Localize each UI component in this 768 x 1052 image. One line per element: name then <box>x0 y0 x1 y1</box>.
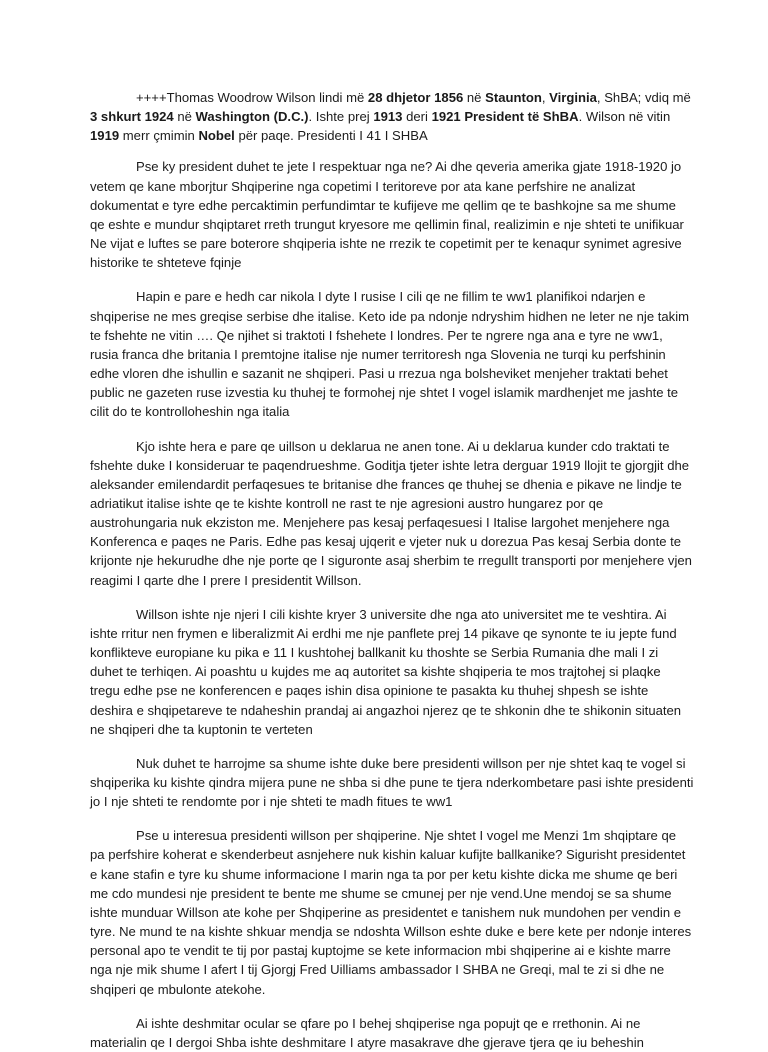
term-end-title: 1921 President të ShBA <box>431 109 579 125</box>
birth-city: Staunton <box>485 90 542 105</box>
intro-text: . Wilson në vitin <box>578 109 671 125</box>
birth-date: 28 dhjetor 1856 <box>367 90 464 105</box>
intro-text: merr çmimin <box>119 128 199 144</box>
death-place: Washington (D.C.) <box>195 109 309 125</box>
body-paragraph: Willson ishte nje njeri I cili kishte kryer 3 universite dhe nga ato universitet me te veshtira. Ai ishte rritur nen frymen e liberalizmit Ai erdhi me nje panflete prej 14 pikave qe synonte te iu jepte fund konflikteve europiane ku pika e 11 I kushtohej ballkanit ku thoshte se Serbia Rumania dhe mali I zi duhet te terhiqen. Ai poashtu u kujdes me aq autoritet sa kishte shqiperia te mos trajtohej si plaqke tregu edhe pse ne konferencen e paqes ishin disa opinione te pasakta ku thuhej shpesh se ishte deshira e shqipetareve te ndaheshin prandaj ai angazhoi njerez qe te shkonin dhe te shikonin situaten ne shqiperi dhe ta kuptonin te verteten <box>90 606 682 737</box>
intro-text: . Ishte prej <box>308 109 374 125</box>
body-paragraph: Ai ishte deshmitar ocular se qfare po I behej shqiperise nga popujt qe e rrethonin. Ai ne materialin qe I dergoi Shba ishte deshmitare I atyre masakrave dhe gjerave tjera qe iu beheshin <box>90 1015 644 1050</box>
body-paragraph: Nuk duhet te harrojme sa shume ishte duke bere presidenti willson per nje shtet kaq te vogel si shqiperika ku kishte qindra mijera pune ne shba si dhe pune te tjera nderkombetare pasi ishte presidenti jo I nje shteti te rendomte por i nje shteti te madh fitues te ww1 <box>90 755 694 810</box>
intro-text: në <box>173 109 196 125</box>
nobel-prize: Nobel <box>198 128 235 144</box>
intro-text: deri <box>402 109 432 125</box>
body-paragraph: Hapin e pare e hedh car nikola I dyte I rusise I cili qe ne fillim te ww1 planifikoi ndarjen e shqiperise ne mes greqise serbise dhe italise. Keto ide pa ndonje ndryshim hidhen ne leter ne nje takim te fshehte ne vitin …. Qe njihet si traktoti I fshehete I londres. Per te ngrere nga ana e tyre ne ww1, rusia franca dhe britania I premtojne italise nje numer territoresh nga Slovenia ne turqi ku perfshinin edhe vloren dhe ishullin e sazanit ne shqiperi. Pasi u rrezua nga bolsheviket menjeher traktati behet public ne gazeten ruse izvestia ku thuhej te formohej nje shtet I vogel islamik mardhenjet me jashte te cilit do te kontrolloheshin nga italia <box>90 289 690 420</box>
birth-state: Virginia <box>549 90 597 105</box>
body-paragraph: Pse ky president duhet te jete I respektuar nga ne? Ai dhe qeveria amerika gjate 1918-1920 jo vetem qe kane mborjtur Shqiperine nga copetimi I teritoreve por ata kane perfshire ne analizat dokumentat e tyre edhe percaktimin perfundimtar te kufijeve me qellim qe te bashkojne sa me shume qe eshte e mundur shqiptaret rreth trungut kryesore me qellimin final, realizimin e nje shteti te unifikuar Ne vijat e luftes se pare boterore shqiperia ishte ne rrezik te copetimit per te kenaqur synimet agresive historike te shteteve fqinje <box>90 159 684 271</box>
intro-text: për paqe. Presidenti I 41 I SHBA <box>234 128 428 144</box>
body-paragraph: Pse u interesua presidenti willson per shqiperine. Nje shtet I vogel me Menzi 1m shqiptare qe pa perfshire koherat e skenderbeut asnjehere nuk kishin kaluar kufijte ballkanike? Sigurisht presidentet e kane stafin e tyre ku shume informacione I marin nga ta por per ketu kishte dicka me shume qe beri me cdo mundesi nje president te bente me shume se cmunej per nje vend.Une mendoj se sa shume ishte munduar Willson ate kohe per Shqiperine as presidentet e tanishem nuk mundohen per vendin e tyre. Ne mund te na kishte shkuar mendja se ndoshta Willson eshte duke e bere kete per ndonje interes personal apo te vendit te tij por pastaj kuptojme se kete informacion mbi shqiperine ai e kishte marre nga nje mik shume I afert I tij Gjorgj Fred Uilliams ambassador I SHBA ne Greqi, mal te zi si dhe ne shqiperi qe mbulonte atekohe. <box>90 828 692 997</box>
nobel-year: 1919 <box>90 128 120 144</box>
term-start: 1913 <box>373 109 403 125</box>
intro-text: ++++Thomas Woodrow Wilson lindi më <box>136 90 368 105</box>
death-date: 3 shkurt 1924 <box>90 109 174 125</box>
intro-text: në <box>463 90 486 105</box>
intro-paragraph <box>90 88 694 145</box>
body-paragraph: Kjo ishte hera e pare qe uillson u deklarua ne anen tone. Ai u deklarua kunder cdo traktati te fshehte duke I konsideruar te paqendrueshme. Goditja tjeter ishte letra derguar 1919 llojit te gjorgjit dhe aleksander emilendardit perfaqesues te britanise dhe frances qe thuhej se dhenia e pikave ne lindje te adriatikut italise ishte qe te kishte kontroll ne rast te nje agresioni austro hungarez por qe austrohungaria nuk ekziston me. Menjehere pas kesaj perfaqesuesi I Italise largohet menjehere nga Konferenca e paqes ne Paris. Edhe pas kesaj ujqerit e vjeter nuk u dorezua Pas kesaj Serbia donte te krijonte nje hekurudhe dhe nje porte qe I siguronte asaj sherbim te rregullt transporti por menjehere vjen reagimi I qarte dhe I prere I presidentit Willson. <box>90 438 692 588</box>
intro-text: , <box>541 90 550 105</box>
intro-text: , ShBA; vdiq më <box>596 90 691 105</box>
